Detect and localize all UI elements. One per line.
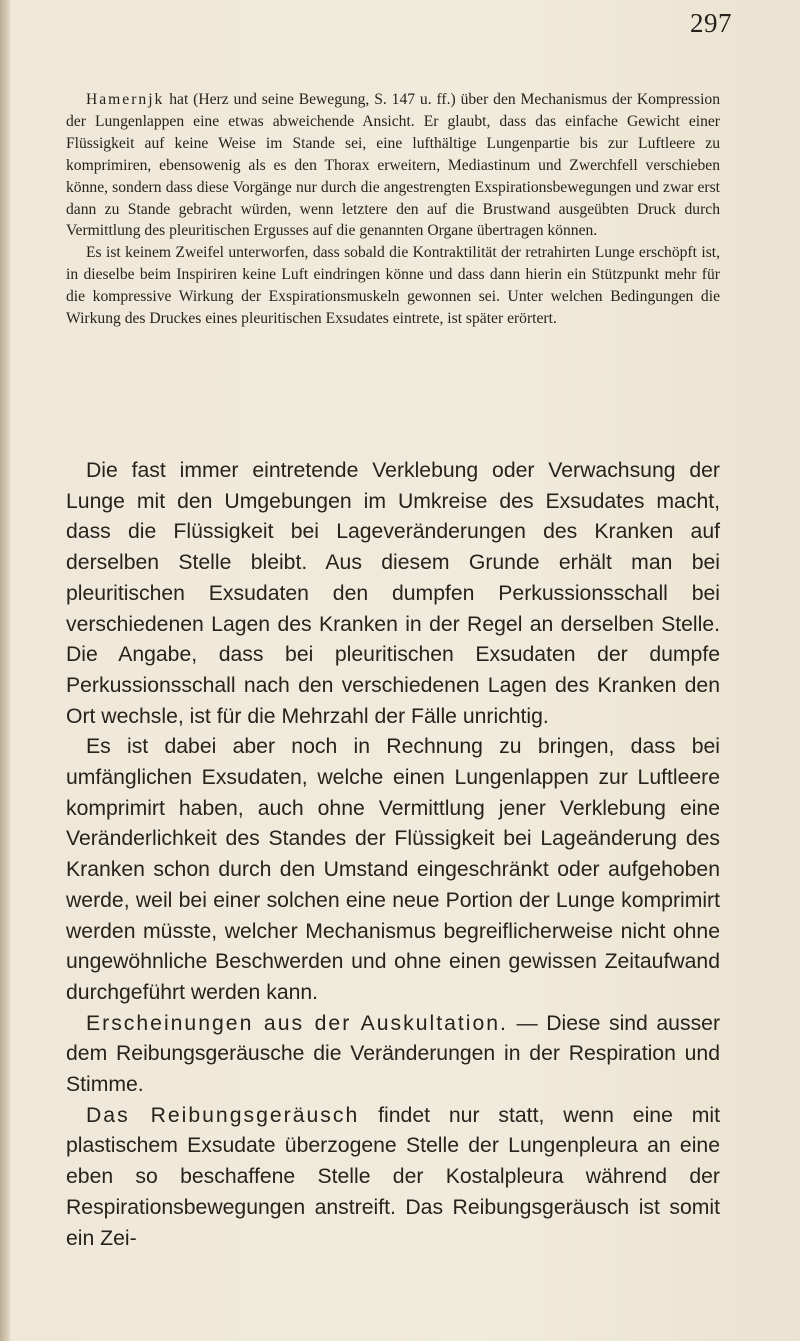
section-heading-auskultation: Erscheinungen aus der Auskultation. [86,1011,508,1035]
small-paragraph-1 [66,89,720,242]
page-edge [0,0,10,1341]
page-number: 297 [690,8,732,38]
small-print-section [66,89,720,330]
main-paragraph-4 [66,1101,720,1255]
main-text-section [66,456,720,1254]
main-paragraph-2: Es ist dabei aber noch in Rechnung zu bringen, dass bei umfänglichen Exsudaten, welche einen Lungenlappen zur Luftleere komprimirt haben, auch ohne Vermittlung jener Verklebung eine Veränderlichkeit des Standes der Flüssigkeit bei Lageänderung des Kranken schon durch den Umstand eingeschränkt oder aufgehoben werde, weil bei einer solchen eine neue Portion der Lunge komprimirt werden müsste, welcher Mechanismus begreiflicherweise nicht ohne ungewöhnliche Beschwerden und ohne einen gewissen Zeitaufwand durchgeführt werden kann. [66,735,720,1004]
term-reibungsgeraeusch: Das Reibungsgeräusch [86,1103,360,1127]
main-paragraph-3-text: — Diese sind ausser dem Reibungsgeräusche die Veränderungen in der Respiration und Stimme. [66,1011,720,1097]
main-paragraph-3 [66,1009,720,1101]
main-paragraph-4-text: findet nur statt, wenn eine mit plastischem Exsudate überzogene Stelle der Lungenpleura an eine eben so beschaffene Stelle der Kostalpleura während der Respirationsbewegungen anstreift. Das Reibungsgeräusch ist somit ein Zei- [66,1103,720,1250]
small-paragraph-2: Es ist keinem Zweifel unterworfen, dass sobald die Kontraktilität der retrahirten Lunge erschöpft ist, in dieselbe beim Inspiriren keine Luft eindringen könne und dass dann hierin ein Stützpunkt mehr für die kompressive Wirkung der Exspirationsmuskeln gewonnen sei. Unter welchen Bedingungen die Wirkung des Druckes eines pleuritischen Exsudates eintrete, ist später erörtert. [66,244,720,328]
main-paragraph-1: Die fast immer eintretende Verklebung oder Verwachsung der Lunge mit den Umgebungen im Umkreise des Exsudates macht, dass die Flüssigkeit bei Lageveränderungen des Kranken auf derselben Stelle bleibt. Aus diesem Grunde erhält man bei pleuritischen Exsudaten den dumpfen Perkussionsschall bei verschiedenen Lagen des Kranken in der Regel an derselben Stelle. Die Angabe, dass bei pleuritischen Exsudaten der dumpfe Perkussionsschall nach den verschiedenen Lagen des Kranken den Ort wechsle, ist für die Mehrzahl der Fälle unrichtig. [66,459,720,728]
small-paragraph-1-text: hat (Herz und seine Bewegung, S. 147 u. ff.) über den Mechanismus der Kompression der Lungenlappen eine etwas abweichende Ansicht. Er glaubt, dass das einfache Gewicht einer Flüssigkeit auf keine Weise im Stande sei, eine lufthältige Lungenpartie bis zur Luftleere zu komprimiren, ebensowenig als es den Thorax erweitern, Mediastinum und Zwerchfell verschieben könne, sondern dass diese Vorgänge nur durch die angestrengten Exspirationsbewegungen und zwar erst dann zu Stande gebracht würden, wenn letztere den auf die Brustwand ausgeübten Druck durch Vermittlung des pleuritischen Ergusses auf die genannten Organe übertragen können. [66,91,720,240]
author-name: Hamernjk [86,91,165,108]
